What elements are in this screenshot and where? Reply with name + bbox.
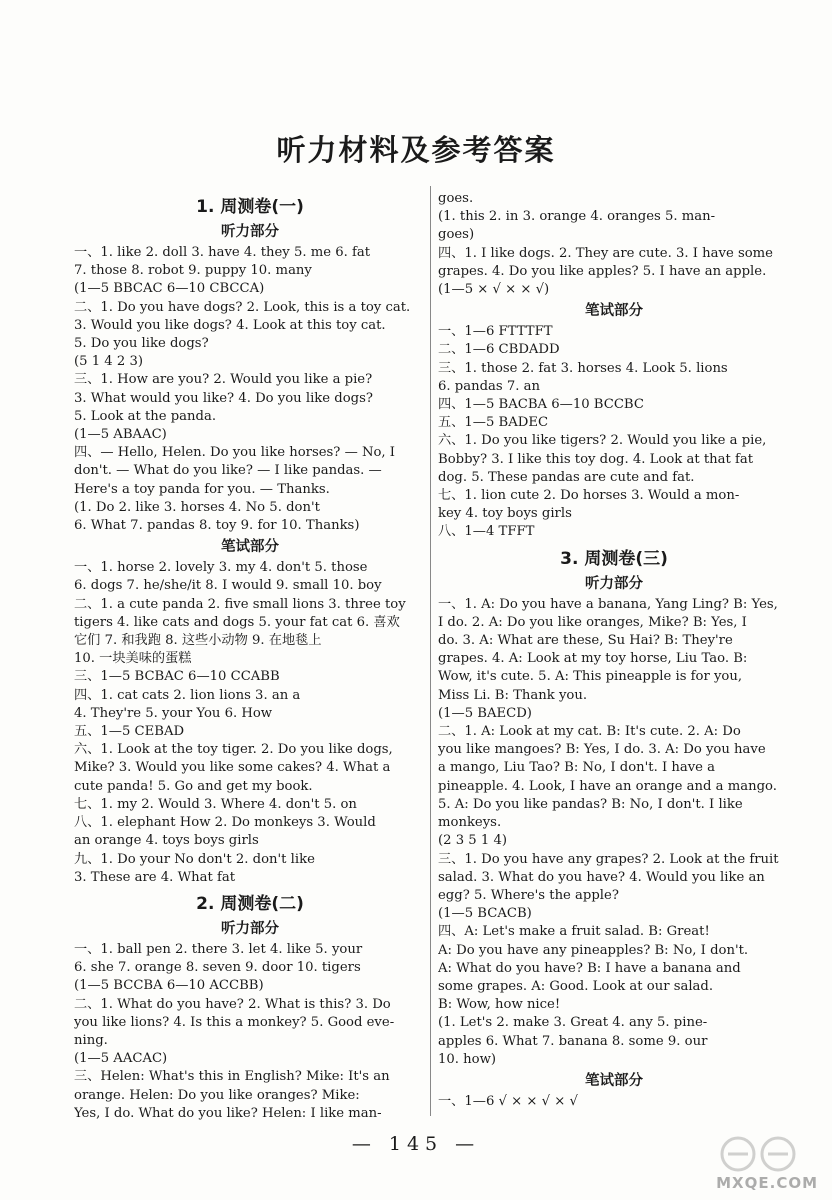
answer-line: 二、1. Do you have dogs? 2. Look, this is a toy cat. bbox=[74, 299, 411, 315]
answer-line: 四、1—5 BACBA 6—10 BCCBC bbox=[438, 397, 644, 413]
subsection-heading: 笔试部分 bbox=[221, 539, 279, 556]
answer-line: you like mangoes? B: Yes, I do. 3. A: Do you have bbox=[438, 742, 766, 758]
answer-line: 3. These are 4. What fat bbox=[74, 869, 236, 885]
answer-line: (1—5 BCCBA 6—10 ACCBB) bbox=[74, 978, 264, 994]
answer-line: pineapple. 4. Look, I have an orange and a mango. bbox=[438, 778, 777, 794]
answer-line: goes. bbox=[438, 191, 474, 206]
answer-line: 一、1—6 FTTTFT bbox=[438, 324, 553, 340]
answer-line: 五、1—5 BADEC bbox=[438, 415, 549, 431]
column-divider bbox=[430, 186, 431, 1116]
answer-line: (2 3 5 1 4) bbox=[438, 833, 508, 849]
answer-line: 4. They're 5. your You 6. How bbox=[74, 705, 273, 721]
subsection-heading: 听力部分 bbox=[221, 920, 279, 937]
answer-line: (1—5 BBCAC 6—10 CBCCA) bbox=[74, 281, 265, 297]
answer-line: (1. Let's 2. make 3. Great 4. any 5. pine- bbox=[438, 1015, 708, 1031]
answer-line: 10. how) bbox=[438, 1051, 497, 1067]
section-heading: 1. 周测卷(一) bbox=[196, 197, 304, 217]
answer-line: 3. What would you like? 4. Do you like dogs? bbox=[74, 390, 373, 406]
answer-line: key 4. toy boys girls bbox=[438, 506, 572, 522]
answer-line: (1—5 BAECD) bbox=[438, 705, 532, 721]
page-number: — 145 — bbox=[351, 1133, 481, 1155]
answer-line: (1—5 ABAAC) bbox=[74, 427, 167, 443]
answer-line: 它们 7. 和我跑 8. 这些小动物 9. 在地毯上 bbox=[74, 633, 322, 649]
answer-line: 三、1—5 BCBAC 6—10 CCABB bbox=[74, 669, 280, 685]
answer-line: Mike? 3. Would you like some cakes? 4. What a bbox=[74, 760, 391, 776]
answer-line: A: What do you have? B: I have a banana and bbox=[438, 960, 741, 976]
subsection-heading: 笔试部分 bbox=[585, 303, 643, 320]
answer-line: 二、1—6 CBDADD bbox=[438, 342, 560, 358]
answer-line: Miss Li. B: Thank you. bbox=[438, 687, 588, 703]
answer-line: an orange 4. toys boys girls bbox=[74, 833, 259, 849]
answer-line: goes) bbox=[438, 227, 475, 243]
answer-line: some grapes. A: Good. Look at our salad. bbox=[438, 978, 714, 994]
answer-line: 八、1. elephant How 2. Do monkeys 3. Would bbox=[74, 815, 376, 831]
answer-line: 5. Look at the panda. bbox=[74, 408, 217, 424]
page-title: 听力材料及参考答案 bbox=[276, 133, 556, 167]
answer-line: 二、1. What do you have? 2. What is this? 3. Do bbox=[74, 996, 391, 1012]
answer-line: 四、A: Let's make a fruit salad. B: Great! bbox=[438, 924, 710, 940]
answer-line: 10. 一块美味的蛋糕 bbox=[74, 651, 192, 667]
answer-line: 三、Helen: What's this in English? Mike: It's an bbox=[74, 1069, 390, 1085]
answer-column-right bbox=[438, 190, 790, 1111]
answer-line: (5 1 4 2 3) bbox=[74, 354, 144, 370]
answer-line: 一、1—6 √ × × √ × √ bbox=[438, 1093, 578, 1109]
section-heading: 3. 周测卷(三) bbox=[560, 548, 668, 569]
answer-line: 六、1. Look at the toy tiger. 2. Do you like dogs, bbox=[74, 742, 393, 758]
answer-line: (1. this 2. in 3. orange 4. oranges 5. man- bbox=[438, 209, 716, 225]
subsection-heading: 笔试部分 bbox=[585, 1072, 643, 1089]
answer-line: A: Do you have any pineapples? B: No, I don't. bbox=[438, 942, 749, 958]
answer-line: 三、1. Do you have any grapes? 2. Look at the fruit bbox=[438, 851, 779, 867]
subsection-heading: 听力部分 bbox=[585, 575, 643, 592]
answer-line: 四、1. cat cats 2. lion lions 3. an a bbox=[74, 687, 301, 703]
answer-line: 四、— Hello, Helen. Do you like horses? — No, I bbox=[74, 445, 396, 461]
answer-line: 七、1. lion cute 2. Do horses 3. Would a mon- bbox=[438, 488, 740, 504]
answer-line: ning. bbox=[74, 1032, 108, 1048]
answer-line: you like lions? 4. Is this a monkey? 5. Good eve- bbox=[74, 1014, 395, 1030]
answer-line: 5. Do you like dogs? bbox=[74, 336, 209, 352]
answer-line: salad. 3. What do you have? 4. Would you like an bbox=[438, 869, 765, 885]
answer-line: do. 3. A: What are these, Su Hai? B: They're bbox=[438, 633, 733, 649]
section-heading: 2. 周测卷(二) bbox=[196, 893, 304, 914]
answer-line: (1—5 AACAC) bbox=[74, 1051, 168, 1067]
answer-line: Wow, it's cute. 5. A: This pineapple is for you, bbox=[438, 669, 743, 685]
answer-line: 一、1. ball pen 2. there 3. let 4. like 5. your bbox=[74, 941, 363, 957]
answer-line: orange. Helen: Do you like oranges? Mike: bbox=[74, 1087, 360, 1103]
answer-line: 6. dogs 7. he/she/it 8. I would 9. small 10. boy bbox=[74, 578, 382, 594]
answer-column-left bbox=[74, 190, 426, 1123]
answer-line: a mango, Liu Tao? B: No, I don't. I have a bbox=[438, 760, 716, 776]
answer-line: 四、1. I like dogs. 2. They are cute. 3. I have some bbox=[438, 245, 773, 261]
answer-line: cute panda! 5. Go and get my book. bbox=[74, 778, 313, 794]
answer-line: (1—5 BCACB) bbox=[438, 906, 532, 922]
answer-line: (1—5 × √ × × √) bbox=[438, 282, 550, 298]
answer-line: 7. those 8. robot 9. puppy 10. many bbox=[74, 263, 312, 279]
answer-line: 八、1—4 TFFT bbox=[438, 524, 535, 540]
answer-line: dog. 5. These pandas are cute and fat. bbox=[438, 469, 695, 485]
answer-line: don't. — What do you like? — I like pandas. — bbox=[74, 463, 382, 479]
answer-line: tigers 4. like cats and dogs 5. your fat cat 6. 喜欢 bbox=[74, 614, 400, 630]
answer-line: 五、1—5 CEBAD bbox=[74, 724, 185, 740]
answer-line: 6. pandas 7. an bbox=[438, 378, 540, 394]
answer-line: 二、1. a cute panda 2. five small lions 3. three toy bbox=[74, 596, 406, 612]
answer-line: 6. What 7. pandas 8. toy 9. for 10. Thanks) bbox=[74, 518, 360, 534]
answer-line: grapes. 4. A: Look at my toy horse, Liu Tao. B: bbox=[438, 651, 748, 667]
answer-line: 三、1. those 2. fat 3. horses 4. Look 5. lions bbox=[438, 360, 728, 376]
answer-line: Bobby? 3. I like this toy dog. 4. Look at that fat bbox=[438, 451, 754, 467]
answer-line: 九、1. Do your No don't 2. don't like bbox=[74, 851, 315, 867]
answer-line: apples 6. What 7. banana 8. some 9. our bbox=[438, 1033, 708, 1049]
answer-line: 六、1. Do you like tigers? 2. Would you like a pie, bbox=[438, 433, 767, 449]
answer-line: egg? 5. Where's the apple? bbox=[438, 887, 619, 903]
answer-line: 二、1. A: Look at my cat. B: It's cute. 2. A: Do bbox=[438, 724, 741, 740]
answer-line: 6. she 7. orange 8. seven 9. door 10. tigers bbox=[74, 960, 361, 976]
answer-line: B: Wow, how nice! bbox=[438, 997, 561, 1013]
answer-line: grapes. 4. Do you like apples? 5. I have an apple. bbox=[438, 263, 767, 279]
answer-line: 5. A: Do you like pandas? B: No, I don't. I like bbox=[438, 796, 743, 812]
answer-line: 七、1. my 2. Would 3. Where 4. don't 5. on bbox=[74, 796, 357, 812]
watermark-text: MXQE.COM bbox=[716, 1174, 818, 1192]
answer-line: 一、1. like 2. doll 3. have 4. they 5. me 6. fat bbox=[74, 245, 371, 260]
answer-line: Yes, I do. What do you like? Helen: I like man- bbox=[74, 1105, 382, 1121]
answer-line: 三、1. How are you? 2. Would you like a pie? bbox=[74, 372, 373, 388]
answer-line: 一、1. horse 2. lovely 3. my 4. don't 5. those bbox=[74, 560, 368, 576]
subsection-heading: 听力部分 bbox=[221, 224, 279, 240]
answer-line: I do. 2. A: Do you like oranges, Mike? B: Yes, I bbox=[438, 614, 747, 630]
answer-line: Here's a toy panda for you. — Thanks. bbox=[74, 481, 330, 497]
answer-line: (1. Do 2. like 3. horses 4. No 5. don't bbox=[74, 499, 320, 515]
answer-line: 3. Would you like dogs? 4. Look at this toy cat. bbox=[74, 317, 386, 333]
answer-line: 一、1. A: Do you have a banana, Yang Ling? B: Yes, bbox=[438, 596, 778, 612]
answer-line: monkeys. bbox=[438, 815, 502, 831]
